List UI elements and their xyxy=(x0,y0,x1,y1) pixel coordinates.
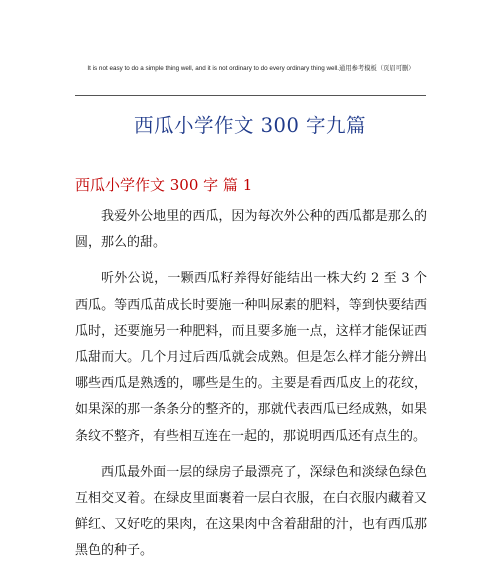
header-divider xyxy=(75,95,426,96)
document-body xyxy=(75,204,427,575)
paragraph-3: 西瓜最外面一层的绿房子最漂亮了，深绿色和淡绿色绿色互相交叉着。在绿皮里面裹着一层白衣服，在白衣服内藏着又鲜红、又好吃的果肉，在这果肉中含着甜甜的汁，也有西瓜那黑色的种子。 xyxy=(75,464,427,559)
paragraph-1: 我爱外公地里的西瓜，因为每次外公种的西瓜都是那么的圆，那么的甜。 xyxy=(75,209,427,251)
section-heading: 西瓜小学作文 300 字 篇 1 xyxy=(75,176,253,194)
page-header: It is not easy to do a simple thing well, and it is not ordinary to do every ordinary thing well.通用参考模板（页眉可删） xyxy=(87,65,415,72)
document-title: 西瓜小学作文 300 字九篇 xyxy=(133,114,367,137)
paragraph-2: 听外公说，一颗西瓜籽养得好能结出一株大约 2 至 3 个西瓜。等西瓜苗成长时要施一种叫尿素的肥料，等到快要结西瓜时，还要施另一种肥料，而且要多施一点，这样才能保证西瓜甜而大。几个月过后西瓜就会成熟。但是怎么样才能分辨出哪些西瓜是熟透的，哪些是生的。主要是看西瓜皮上的花纹，如果深的那一条条分的整齐的，那就代表西瓜已经成熟，如果条纹不整齐，有些相互连在一起的，那说明西瓜还有点生的。 xyxy=(75,271,427,444)
